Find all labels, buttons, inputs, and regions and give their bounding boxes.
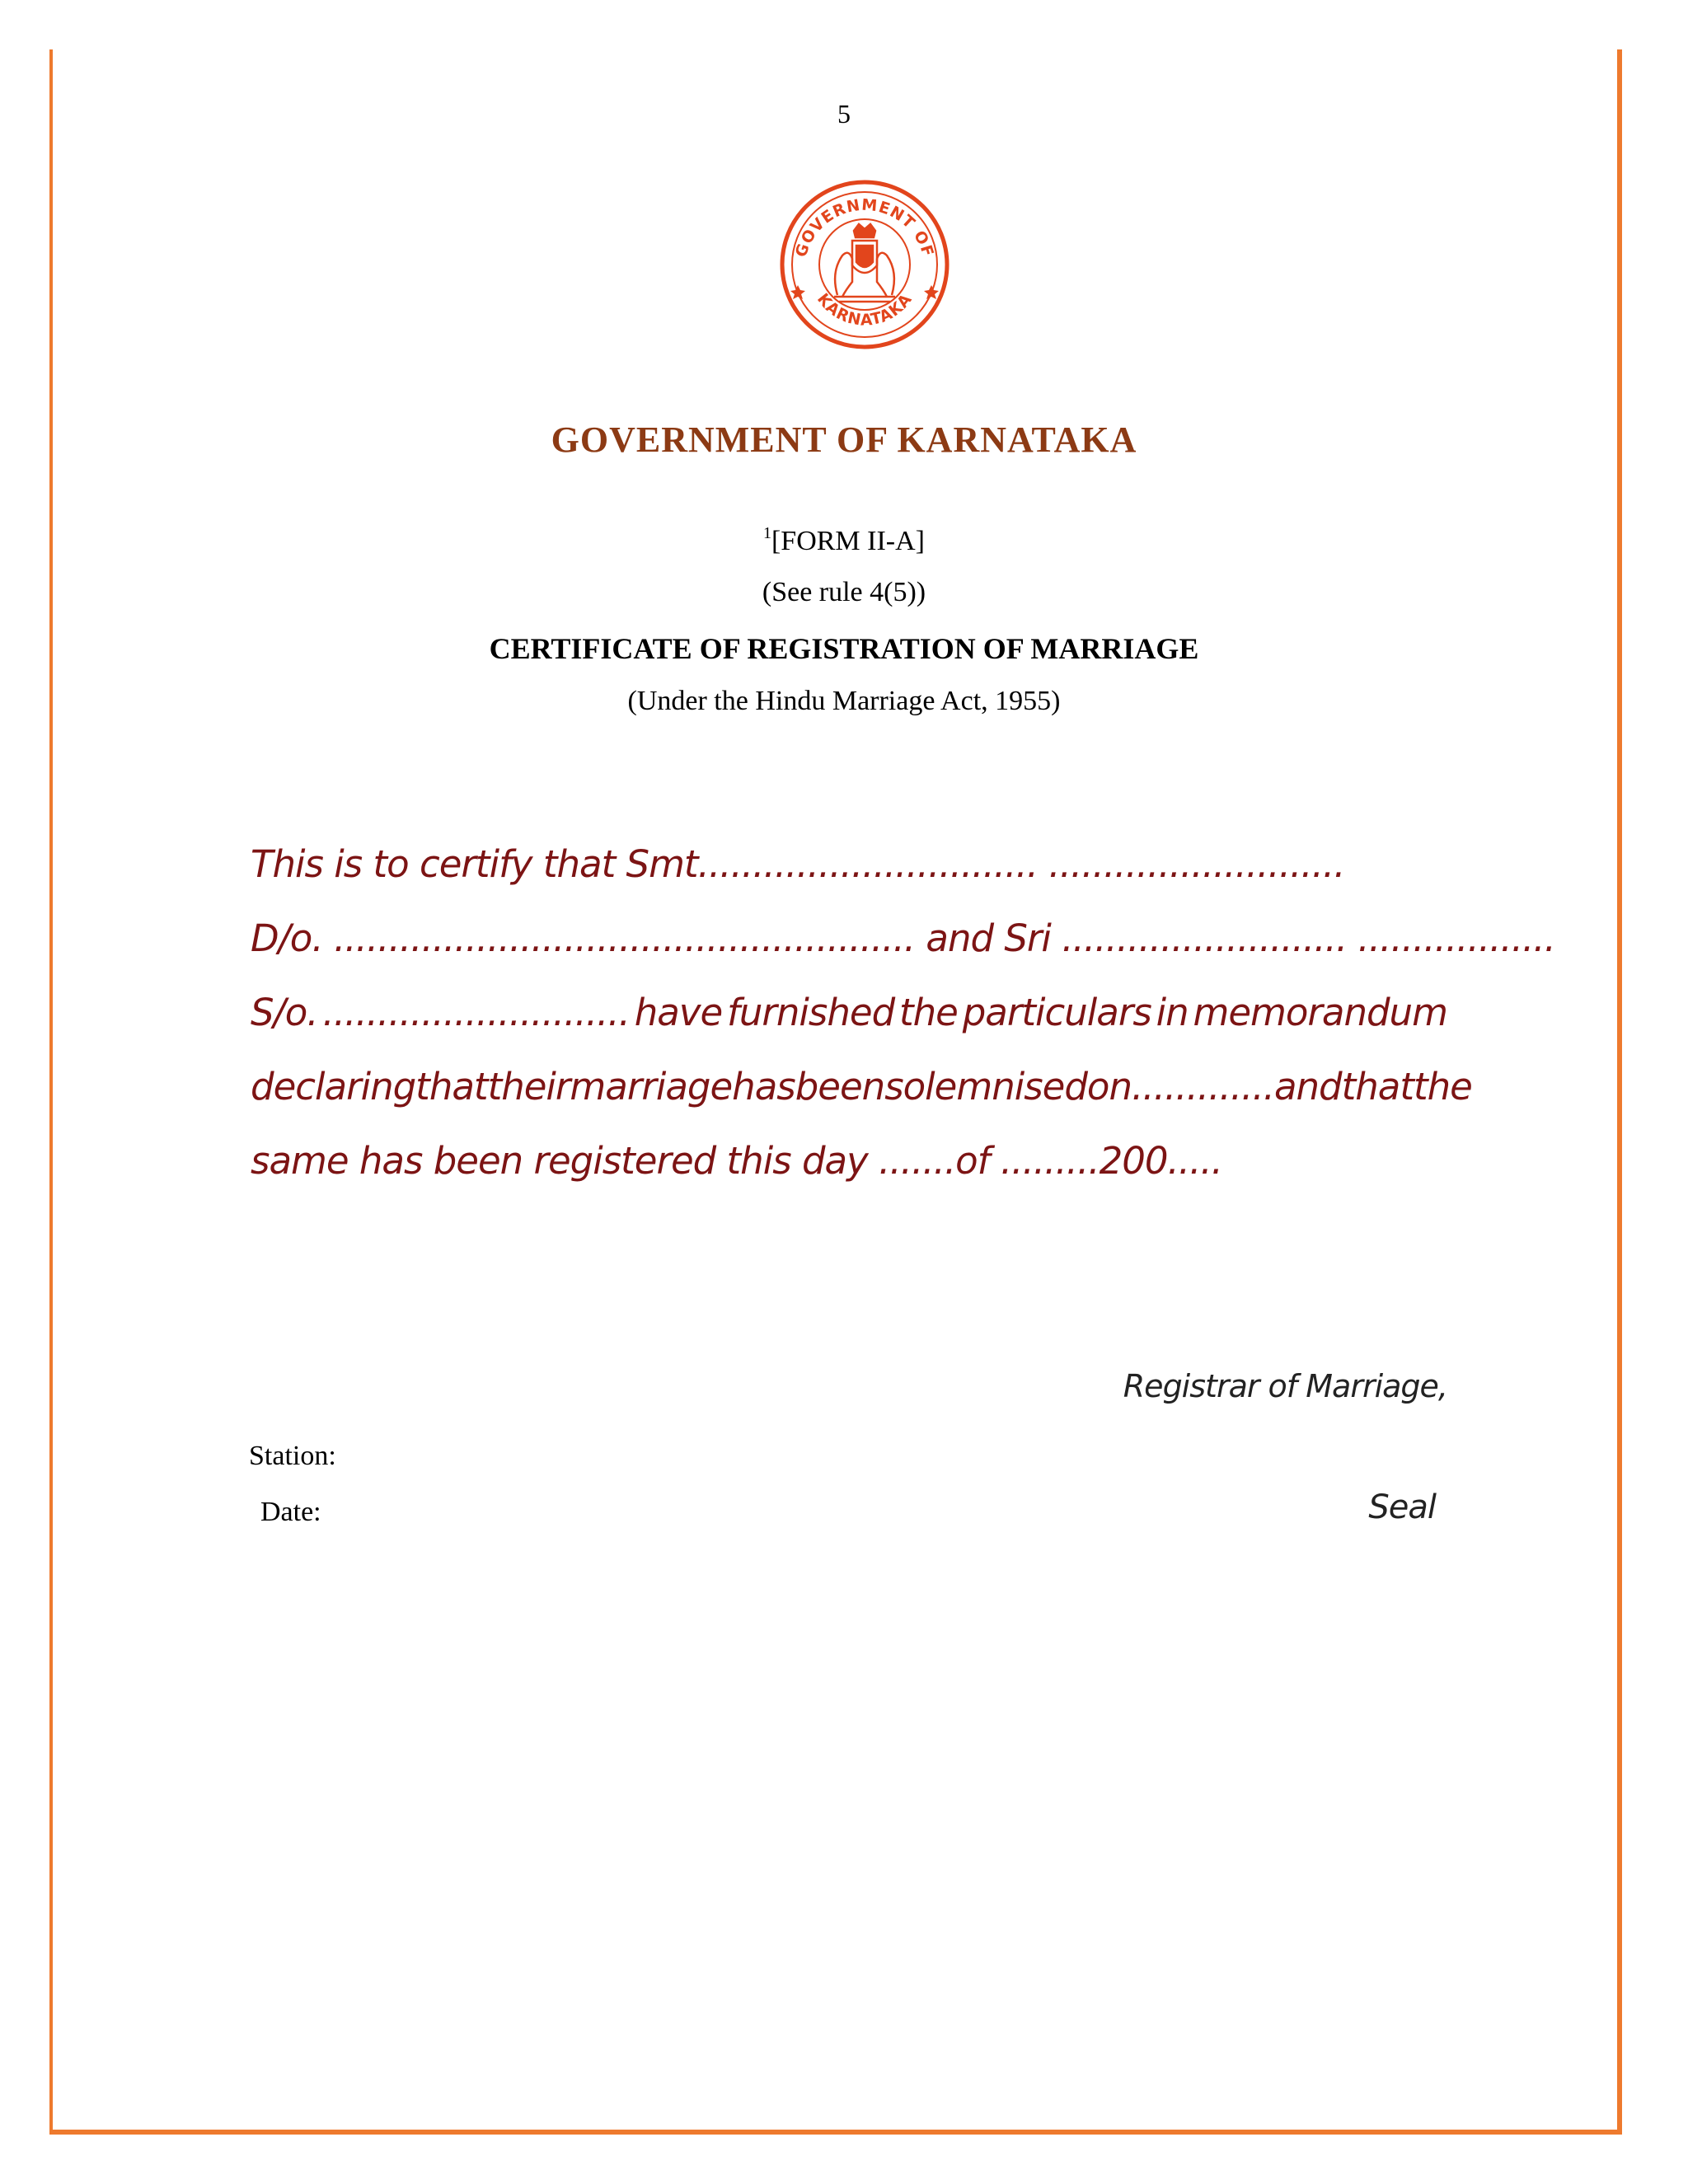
registrar-signature-label: Registrar of Marriage, — [1123, 1368, 1447, 1404]
body-word: been — [795, 1065, 885, 1108]
body-word: furnished — [727, 991, 895, 1034]
date-label: Date: — [260, 1497, 321, 1527]
seal-star-left — [790, 285, 805, 299]
seal-emblem — [834, 224, 895, 302]
body-line-1: This is to certify that Smt............................... ........................... — [251, 842, 1345, 886]
body-word: has — [732, 1065, 795, 1108]
body-word: the — [899, 991, 958, 1034]
certificate-title: CERTIFICATE OF REGISTRATION OF MARRIAGE — [489, 632, 1199, 665]
body-line-4 — [251, 1050, 1472, 1124]
body-word: particulars — [962, 991, 1151, 1034]
page-border-right — [1617, 49, 1622, 2135]
body-word: have — [634, 991, 723, 1034]
body-line-5: same has been registered this day .......of .........200..... — [251, 1139, 1222, 1183]
body-word: S/o. — [251, 991, 318, 1034]
form-footnote-marker: 1 — [762, 524, 771, 542]
seal-star-right — [924, 285, 939, 299]
seal-bottom-text: KARNATAKA — [813, 289, 917, 330]
body-word: on — [1086, 1065, 1132, 1108]
form-number — [0, 524, 1688, 557]
government-heading: GOVERNMENT OF KARNATAKA — [551, 419, 1137, 460]
body-line-2: D/o. ..................................................... and Sri .......................... .................. — [251, 916, 1555, 960]
act-reference: (Under the Hindu Marriage Act, 1955) — [627, 686, 1061, 716]
rule-reference: (See rule 4(5)) — [762, 577, 926, 607]
station-label: Station: — [249, 1441, 336, 1471]
body-word: their — [487, 1065, 570, 1108]
body-word: marriage — [570, 1065, 733, 1108]
body-word: in — [1156, 991, 1189, 1034]
body-word: ............................ — [322, 991, 630, 1034]
government-seal — [780, 180, 950, 349]
page-border-bottom — [49, 2130, 1622, 2135]
body-word: ............. — [1131, 1065, 1274, 1108]
form-number-text: [FORM II-A] — [771, 526, 926, 556]
body-word: the — [1414, 1065, 1472, 1108]
body-word: that — [415, 1065, 488, 1108]
page-number: 5 — [837, 99, 851, 129]
page-border-left — [49, 49, 53, 2135]
body-word: and — [1273, 1065, 1342, 1108]
body-word: declaring — [251, 1065, 416, 1108]
body-word: solemnised — [884, 1065, 1087, 1108]
body-word: memorandum — [1193, 991, 1447, 1034]
seal-label: Seal — [1368, 1488, 1436, 1526]
body-word: that — [1341, 1065, 1414, 1108]
seal-top-text: GOVERNMENT OF — [791, 195, 938, 260]
body-line-3 — [251, 976, 1447, 1050]
